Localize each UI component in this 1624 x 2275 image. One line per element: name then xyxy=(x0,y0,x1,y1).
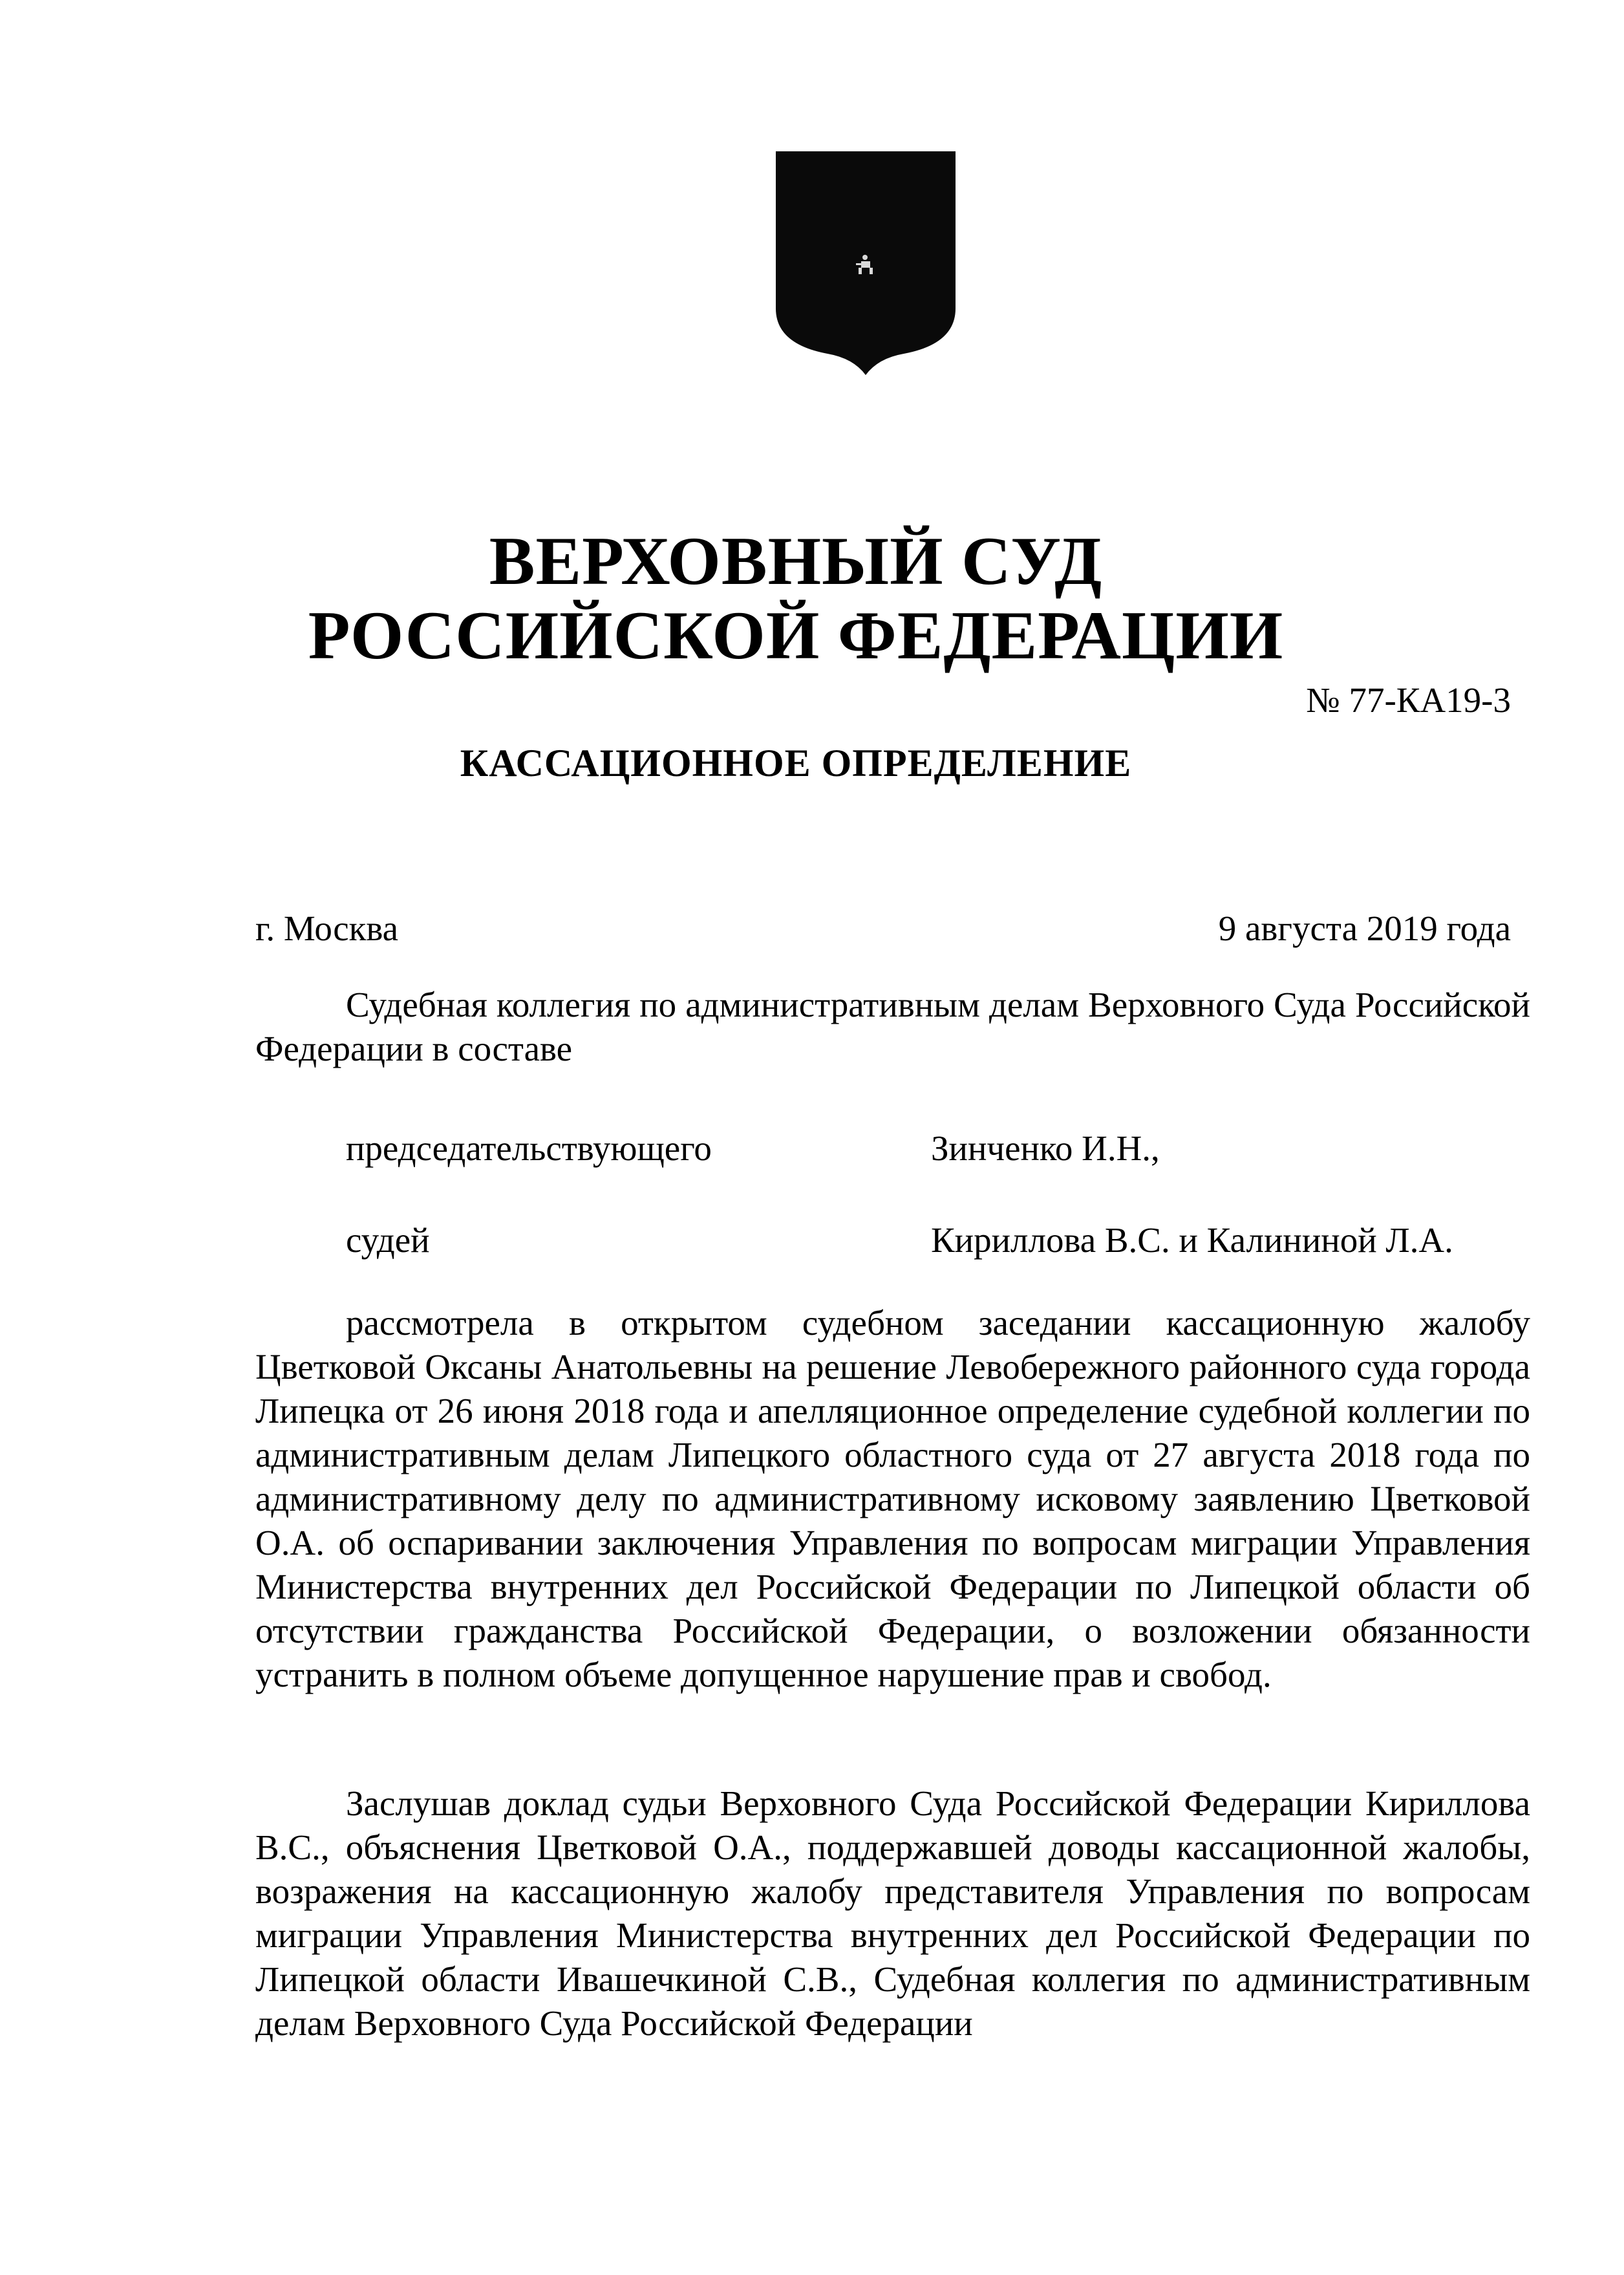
coat-of-arms-emblem xyxy=(775,150,957,376)
heard-paragraph: Заслушав доклад судьи Верховного Суда Российской Федерации Кириллова В.С., объяснения Цветковой О.А., поддержавшей доводы кассационной жалобы, возражения на кассационную жалобу представителя Управления по вопросам миграции Управления Министерства внутренних дел Российской Федерации по Липецкой области Ивашечкиной С.В., Судебная коллегия по административным делам Верховного Суда Российской Федерации xyxy=(255,1784,1530,2043)
document-type-heading: КАССАЦИОННОЕ ОПРЕДЕЛЕНИЕ xyxy=(460,742,1132,784)
court-name-line-2: РОССИЙСКОЙ ФЕДЕРАЦИИ xyxy=(308,598,1284,673)
composition-role: председательствующего xyxy=(346,1128,712,1168)
composition-names: Зинченко И.Н., xyxy=(931,1128,1160,1168)
composition-role: судей xyxy=(346,1220,430,1260)
date-of-issue: 9 августа 2019 года xyxy=(1218,909,1511,948)
considered-paragraph: рассмотрела в открытом судебном заседании кассационную жалобу Цветковой Оксаны Анатольевны на решение Левобережного районного суда города Липецка от 26 июня 2018 года и апелляционное определение судебной коллегии по административным делам Липецкого областного суда от 27 августа 2018 года по административному делу по административному исковому заявлению Цветковой О.А. об оспаривании заключения Управления по вопросам миграции Управления Министерства внутренних дел Российской Федерации по Липецкой области об отсутствии гражданства Российской Федерации, о возложении обязанности устранить в полном объеме допущенное нарушение прав и свобод. xyxy=(255,1303,1530,1694)
court-name-line-1: ВЕРХОВНЫЙ СУД xyxy=(489,523,1103,599)
composition-names: Кириллова В.С. и Калининой Л.А. xyxy=(931,1220,1453,1260)
place-of-issue: г. Москва xyxy=(255,909,399,948)
case-number: № 77-КА19-3 xyxy=(1306,680,1511,720)
intro-paragraph: Судебная коллегия по административным делам Верховного Суда Российской Федерации в составе xyxy=(255,985,1530,1068)
